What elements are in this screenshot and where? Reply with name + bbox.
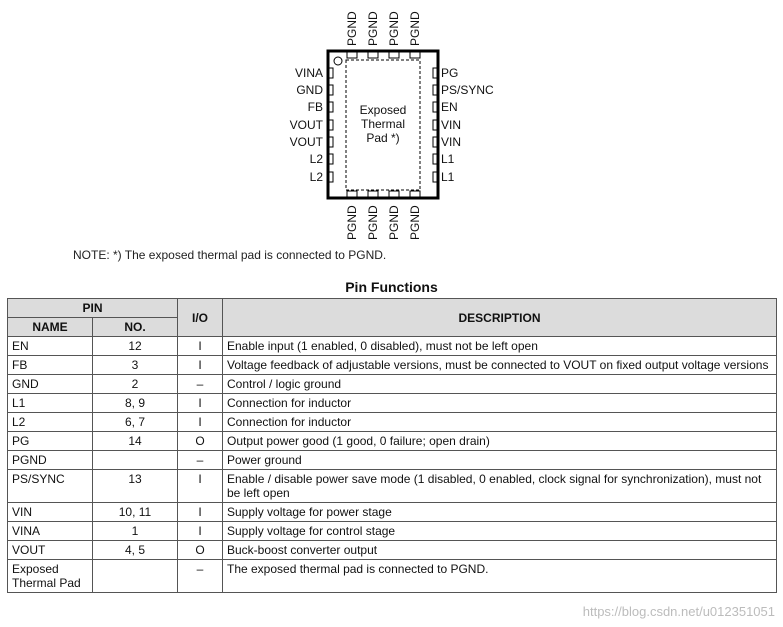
cell-name: PG — [8, 432, 93, 451]
cell-description: Enable input (1 enabled, 0 disabled), must not be left open — [223, 337, 777, 356]
cell-description: Connection for inductor — [223, 413, 777, 432]
cell-no: 12 — [93, 337, 178, 356]
table-row — [8, 394, 777, 413]
top-pin-label: PGND — [345, 11, 359, 46]
table-row — [8, 470, 777, 503]
cell-no — [93, 451, 178, 470]
table-row — [8, 432, 777, 451]
right-pin-label: L1 — [441, 152, 455, 166]
header-description: DESCRIPTION — [223, 299, 777, 337]
cell-io: I — [178, 356, 223, 375]
table-row — [8, 413, 777, 432]
table-row — [8, 541, 777, 560]
cell-no: 3 — [93, 356, 178, 375]
right-pin-label: PS/SYNC — [441, 83, 494, 97]
cell-name: VIN — [8, 503, 93, 522]
cell-no — [93, 560, 178, 593]
pad-label-line-1: Exposed — [359, 103, 407, 117]
right-pin-label: EN — [441, 100, 458, 114]
top-pin-label: PGND — [366, 11, 380, 46]
cell-description: Buck-boost converter output — [223, 541, 777, 560]
cell-no: 6, 7 — [93, 413, 178, 432]
header-name: NAME — [8, 318, 93, 337]
cell-name: PS/SYNC — [8, 470, 93, 503]
cell-no: 4, 5 — [93, 541, 178, 560]
cell-description: Output power good (1 good, 0 failure; open drain) — [223, 432, 777, 451]
cell-io: I — [178, 522, 223, 541]
cell-io: I — [178, 503, 223, 522]
pad-label-line-2: Thermal — [360, 117, 406, 131]
cell-no: 1 — [93, 522, 178, 541]
package-note: NOTE: *) The exposed thermal pad is connected to PGND. — [73, 248, 387, 262]
cell-no: 2 — [93, 375, 178, 394]
top-pin-label: PGND — [387, 11, 401, 46]
cell-name: GND — [8, 375, 93, 394]
table-row — [8, 560, 777, 593]
cell-io: – — [178, 375, 223, 394]
cell-io: O — [178, 432, 223, 451]
left-pin-label: L2 — [309, 170, 323, 184]
cell-description: Power ground — [223, 451, 777, 470]
right-pin-label: VIN — [441, 118, 462, 132]
table-row — [8, 451, 777, 470]
package-diagram — [0, 0, 783, 245]
cell-name: L1 — [8, 394, 93, 413]
cell-no: 10, 11 — [93, 503, 178, 522]
right-pin-label: L1 — [441, 170, 455, 184]
header-no: NO. — [93, 318, 178, 337]
left-pin-label: VINA — [294, 66, 323, 80]
cell-io: – — [178, 451, 223, 470]
table-row — [8, 503, 777, 522]
table-row — [8, 356, 777, 375]
left-pin-label: L2 — [309, 152, 323, 166]
table-row — [8, 522, 777, 541]
cell-name: VINA — [8, 522, 93, 541]
cell-description: Voltage feedback of adjustable versions, must be connected to VOUT on fixed output voltage versions — [223, 356, 777, 375]
cell-name: L2 — [8, 413, 93, 432]
pad-label-line-3: Pad *) — [366, 131, 400, 145]
cell-no: 8, 9 — [93, 394, 178, 413]
cell-name: VOUT — [8, 541, 93, 560]
cell-description: Supply voltage for power stage — [223, 503, 777, 522]
top-pin-label: PGND — [408, 11, 422, 46]
cell-io: I — [178, 470, 223, 503]
cell-description: Control / logic ground — [223, 375, 777, 394]
header-io: I/O — [178, 299, 223, 337]
left-pin-label: FB — [307, 100, 323, 114]
watermark: https://blog.csdn.net/u012351051 — [582, 604, 775, 619]
cell-description: The exposed thermal pad is connected to PGND. — [223, 560, 777, 593]
pin1-indicator-icon — [334, 57, 342, 65]
package-drawing — [0, 0, 783, 245]
right-pin-label: VIN — [441, 135, 462, 149]
table-row — [8, 337, 777, 356]
table-title: Pin Functions — [345, 279, 438, 295]
header-pin: PIN — [8, 299, 178, 318]
bottom-pin-label: PGND — [345, 205, 359, 240]
cell-name: Exposed Thermal Pad — [8, 560, 93, 593]
cell-no: 14 — [93, 432, 178, 451]
cell-description: Connection for inductor — [223, 394, 777, 413]
cell-io: – — [178, 560, 223, 593]
right-pin-label: PG — [441, 66, 459, 80]
cell-io: I — [178, 394, 223, 413]
pin-functions-table — [7, 298, 777, 593]
cell-description: Enable / disable power save mode (1 disabled, 0 enabled, clock signal for synchronization), must not be left open — [223, 470, 777, 503]
left-pin-label: VOUT — [289, 135, 323, 149]
cell-io: O — [178, 541, 223, 560]
cell-name: PGND — [8, 451, 93, 470]
bottom-pin-label: PGND — [408, 205, 422, 240]
cell-name: EN — [8, 337, 93, 356]
cell-no: 13 — [93, 470, 178, 503]
left-pin-label: GND — [296, 83, 323, 97]
bottom-pin-label: PGND — [366, 205, 380, 240]
cell-name: FB — [8, 356, 93, 375]
cell-description: Supply voltage for control stage — [223, 522, 777, 541]
cell-io: I — [178, 337, 223, 356]
left-pin-label: VOUT — [289, 118, 323, 132]
cell-io: I — [178, 413, 223, 432]
bottom-pin-label: PGND — [387, 205, 401, 240]
table-row — [8, 375, 777, 394]
